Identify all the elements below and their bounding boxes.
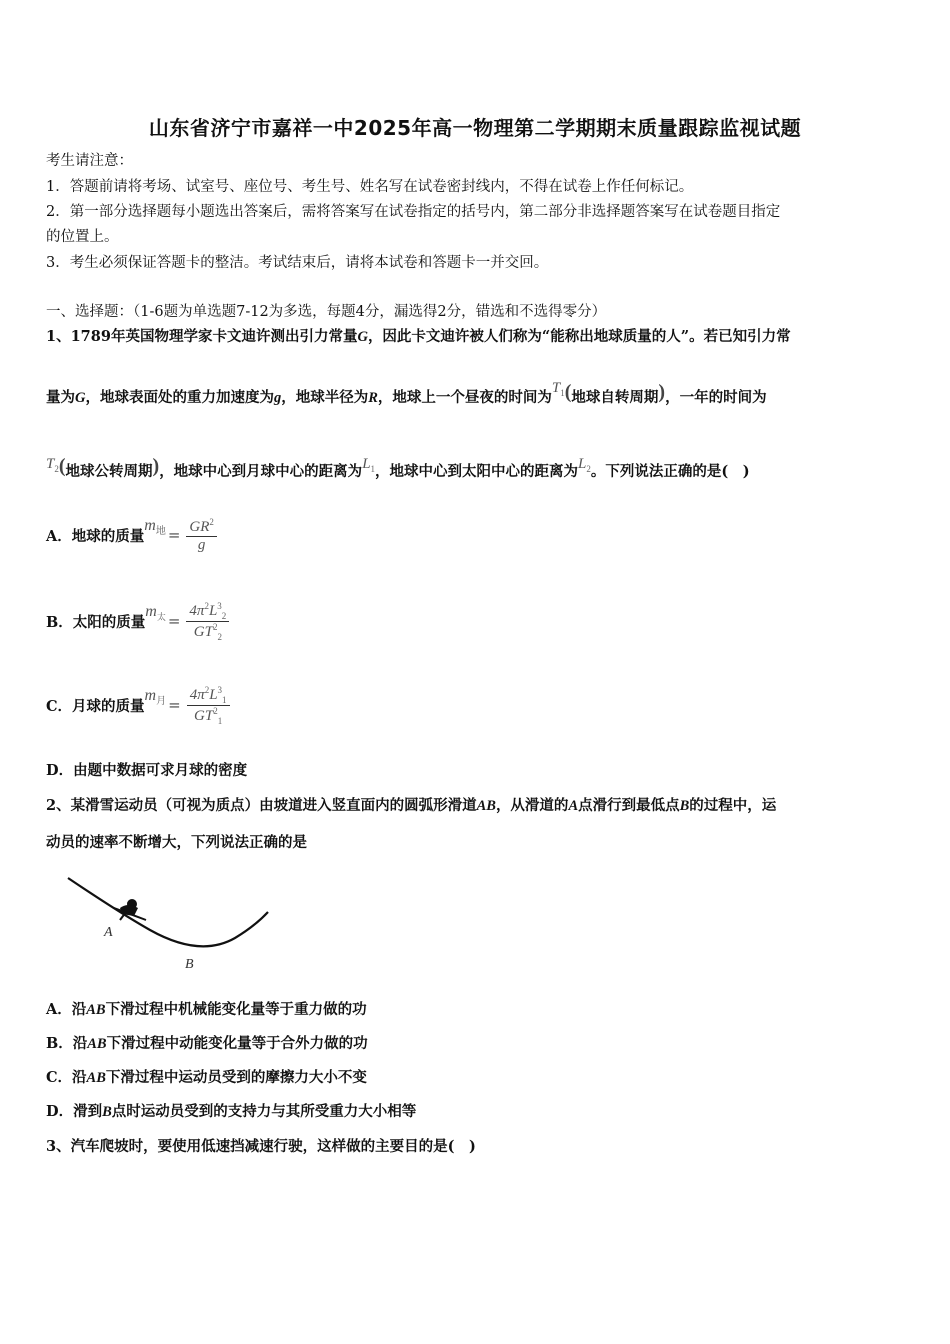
q3-text: 3、汽车爬坡时，要使用低速挡减速行驶，这样做的主要目的是( ) [46,1138,476,1155]
q2-line-2: 动员的速率不断增大，下列说法正确的是 [46,834,307,851]
point-b-label: B [185,957,194,972]
slope-arc [68,878,268,946]
q2-option-b[interactable]: B．沿AB下滑过程中动能变化量等于合外力做的功 [46,1035,368,1052]
q2-option-d[interactable]: D．滑到B点时运动员受到的支持力与其所受重力大小相等 [46,1103,417,1120]
q1-line-1: 1、1789年英国物理学家卡文迪许测出引力常量G，因此卡文迪许被人们称为“能称出地球质量的人”。若已知引力常 [46,328,791,345]
q1-option-a-formula: $\frac{GR^2}{g}$ [186,517,217,554]
q2-option-c[interactable]: C．沿AB下滑过程中运动员受到的摩擦力大小不变 [46,1069,367,1086]
q1-option-d[interactable]: D．由题中数据可求月球的密度 [46,762,248,779]
notice-item-1: 1．答题前请将考场、试室号、座位号、考生号、姓名写在试卷密封线内，不得在试卷上作任何标记。 [46,179,694,195]
q2-line-1: 2、某滑雪运动员（可视为质点）由坡道进入竖直面内的圆弧形滑道AB，从滑道的A点滑行到最低点B的过程中，运 [46,797,777,814]
q1-option-a[interactable]: A．地球的质量 $m_地$ = $\frac{GR^2}{g}$ [46,510,217,560]
q1-option-c-formula: $\frac{4\pi^2L^3_1}{GT^2_1}$ [187,685,230,726]
q1-line-2: 量为G，地球表面处的重力加速度为g，地球半径为R，地球上一个昼夜的时间为$T_1$(地球自转周期)，一年的时间为 [46,380,767,406]
ski-slope-diagram [60,868,280,978]
skier-icon [114,899,146,920]
q2-option-a[interactable]: A．沿AB下滑过程中机械能变化量等于重力做的功 [46,1001,367,1018]
notice-heading: 考生请注意： [46,153,133,169]
notice-item-2-cont: 的位置上。 [46,229,119,245]
page-title: 山东省济宁市嘉祥一中2025年高一物理第二学期期末质量跟踪监视试题 [148,116,802,140]
notice-item-2: 2．第一部分选择题每小题选出答案后，需将答案写在试卷指定的括号内，第二部分非选择题答案写在试卷题目指定 [46,204,781,220]
q1-option-b[interactable]: B．太阳的质量 $m_太$ = $\frac{4\pi^2L^3_2}{GT^2_2}$ [46,594,229,648]
q1-line-3: $T_2$(地球公转周期)，地球中心到月球中心的距离为$L_1$，地球中心到太阳中心的距离为$L_2$。下列说法正确的是( ) [46,455,750,480]
section-heading: 一、选择题：（1-6题为单选题7-12为多选，每题4分，漏选得2分，错选和不选得零分） [46,304,607,320]
q1-option-c[interactable]: C．月球的质量 $m_月$ = $\frac{4\pi^2L^3_1}{GT^2_1}$ [46,678,230,732]
notice-item-3: 3．考生必须保证答题卡的整洁。考试结束后，请将本试卷和答题卡一并交回。 [46,255,549,271]
point-a-label: A [104,925,113,940]
q1-option-b-formula: $\frac{4\pi^2L^3_2}{GT^2_2}$ [186,601,229,642]
